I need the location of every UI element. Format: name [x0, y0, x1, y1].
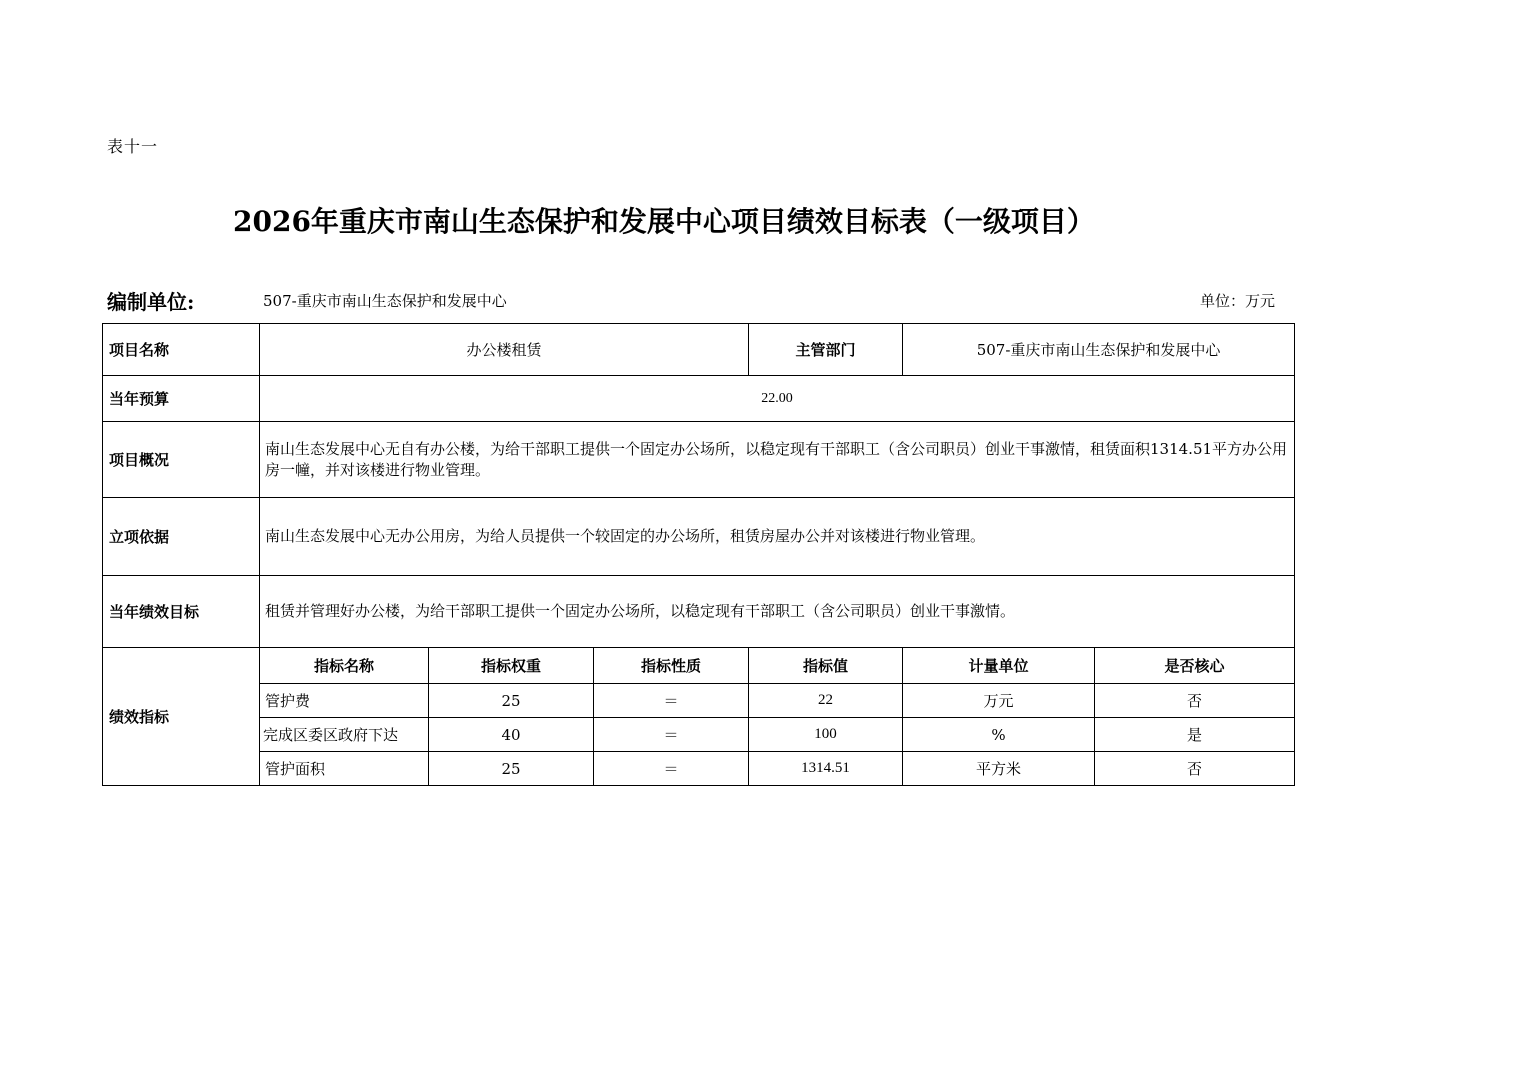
- indicator-unit: 平方米: [903, 752, 1095, 786]
- header-value: 指标值: [749, 648, 903, 684]
- document-title: 2026年重庆市南山生态保护和发展中心项目绩效目标表（一级项目）: [233, 205, 1095, 238]
- indicator-core: 否: [1095, 752, 1295, 786]
- table-number: 表十一: [107, 137, 159, 156]
- indicator-name: 管护面积: [260, 752, 429, 786]
- overview-row: [103, 422, 1295, 498]
- indicator-weight: 25: [429, 684, 594, 718]
- indicators-label: 绩效指标: [103, 648, 260, 786]
- unit-label: 单位：万元: [1200, 292, 1276, 310]
- header-nature: 指标性质: [594, 648, 749, 684]
- dept-label: 主管部门: [749, 324, 903, 376]
- indicator-value: 22: [749, 684, 903, 718]
- header-weight: 指标权重: [429, 648, 594, 684]
- budget-row: [103, 376, 1295, 422]
- indicator-nature: ＝: [594, 684, 749, 718]
- indicator-weight: 25: [429, 752, 594, 786]
- indicator-nature: ＝: [594, 752, 749, 786]
- overview-label: 项目概况: [103, 422, 260, 498]
- goal-label: 当年绩效目标: [103, 576, 260, 648]
- dept-value: 507-重庆市南山生态保护和发展中心: [903, 324, 1295, 376]
- basis-value: 南山生态发展中心无办公用房，为给人员提供一个较固定的办公场所，租赁房屋办公并对该楼进行物业管理。: [260, 498, 1295, 576]
- budget-value: 22.00: [260, 376, 1295, 422]
- goal-row: [103, 576, 1295, 648]
- project-name-row: [103, 324, 1295, 376]
- overview-value: 南山生态发展中心无自有办公楼，为给干部职工提供一个固定办公场所，以稳定现有干部职工（含公司职员）创业干事激情，租赁面积1314.51平方办公用房一幢，并对该楼进行物业管理。: [260, 422, 1295, 498]
- performance-table: [102, 323, 1295, 786]
- indicator-name: 管护费: [260, 684, 429, 718]
- header-name: 指标名称: [260, 648, 429, 684]
- header-unit: 计量单位: [903, 648, 1095, 684]
- indicator-weight: 40: [429, 718, 594, 752]
- indicator-core: 否: [1095, 684, 1295, 718]
- org-value: 507-重庆市南山生态保护和发展中心: [263, 292, 507, 310]
- basis-row: [103, 498, 1295, 576]
- org-label: 编制单位:: [107, 290, 195, 314]
- indicator-header-row: [103, 648, 1295, 684]
- indicator-core: 是: [1095, 718, 1295, 752]
- indicator-name: 完成区委区政府下达: [260, 718, 429, 752]
- indicator-value: 1314.51: [749, 752, 903, 786]
- header-core: 是否核心: [1095, 648, 1295, 684]
- project-name-label: 项目名称: [103, 324, 260, 376]
- table-row: [103, 752, 1295, 786]
- table-row: [103, 684, 1295, 718]
- table-row: [103, 718, 1295, 752]
- indicator-unit: 万元: [903, 684, 1095, 718]
- budget-label: 当年预算: [103, 376, 260, 422]
- goal-value: 租赁并管理好办公楼，为给干部职工提供一个固定办公场所，以稳定现有干部职工（含公司职员）创业干事激情。: [260, 576, 1295, 648]
- indicator-unit: %: [903, 718, 1095, 752]
- project-name-value: 办公楼租赁: [260, 324, 749, 376]
- indicator-value: 100: [749, 718, 903, 752]
- basis-label: 立项依据: [103, 498, 260, 576]
- indicator-nature: ＝: [594, 718, 749, 752]
